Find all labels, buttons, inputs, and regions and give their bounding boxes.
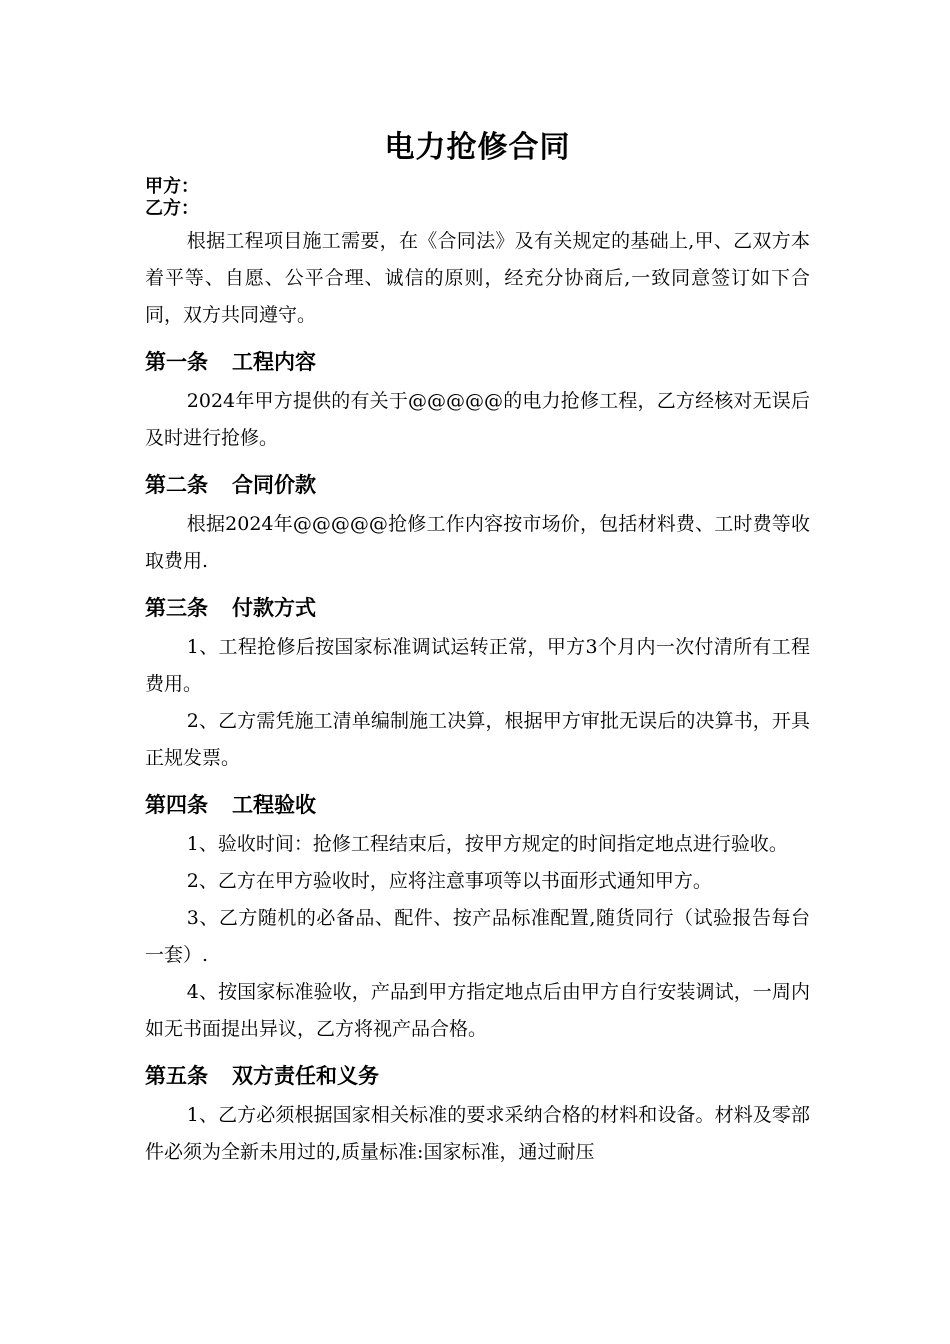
- document-title: 电力抢修合同: [384, 130, 571, 165]
- section-paragraph: 1、验收时间：抢修工程结束后，按甲方规定的时间指定地点进行验收。: [186, 833, 788, 855]
- intro-paragraph: 根据工程项目施工需要，在《合同法》及有关规定的基础上,甲、乙双方本着平等、自愿、公平合理、诚信的原则，经充分协商后,一致同意签订如下合同，双方共同遵守。: [145, 230, 810, 326]
- section-number: 第四条: [145, 793, 208, 817]
- section-paragraph: 1、乙方必须根据国家相关标准的要求采纳合格的材料和设备。材料及零部件必须为全新未用过的,质量标准:国家标准，通过耐压: [145, 1104, 810, 1163]
- section-number: 第三条: [145, 596, 208, 620]
- section-title: 合同价款: [232, 473, 316, 497]
- party-b-label: 乙方：: [145, 198, 199, 219]
- section-4: [145, 790, 810, 1048]
- section-paragraph: 根据2024年@@@@@抢修工作内容按市场价，包括材料费、工时费等收取费用.: [145, 513, 810, 572]
- section-title: 双方责任和义务: [232, 1064, 379, 1088]
- section-1: [145, 347, 810, 457]
- section-paragraph: 4、按国家标准验收，产品到甲方指定地点后由甲方自行安装调试，一周内如无书面提出异议，乙方将视产品合格。: [145, 981, 810, 1040]
- section-paragraph: 2024年甲方提供的有关于@@@@@的电力抢修工程，乙方经核对无误后及时进行抢修。: [145, 390, 810, 449]
- section-heading: [145, 347, 810, 377]
- section-heading: [145, 790, 810, 820]
- section-heading: [145, 1061, 810, 1091]
- party-a-label: 甲方：: [145, 176, 199, 197]
- document-content: [145, 124, 810, 1171]
- section-paragraph: 2、乙方在甲方验收时，应将注意事项等以书面形式通知甲方。: [186, 870, 712, 892]
- section-title: 付款方式: [232, 596, 316, 620]
- section-number: 第二条: [145, 473, 208, 497]
- section-3: [145, 593, 810, 777]
- section-heading: [145, 470, 810, 500]
- section-paragraph: 2、乙方需凭施工清单编制施工决算，根据甲方审批无误后的决算书，开具正规发票。: [145, 710, 810, 769]
- section-paragraph: 1、工程抢修后按国家标准调试运转正常，甲方3个月内一次付清所有工程费用。: [145, 636, 810, 695]
- section-5: [145, 1061, 810, 1171]
- section-number: 第一条: [145, 350, 208, 374]
- section-title: 工程验收: [232, 793, 316, 817]
- section-paragraph: 3、乙方随机的必备品、配件、按产品标准配置,随货同行（试验报告每台一套）.: [145, 907, 810, 966]
- section-title: 工程内容: [232, 350, 316, 374]
- section-number: 第五条: [145, 1064, 208, 1088]
- section-2: [145, 470, 810, 580]
- section-heading: [145, 593, 810, 623]
